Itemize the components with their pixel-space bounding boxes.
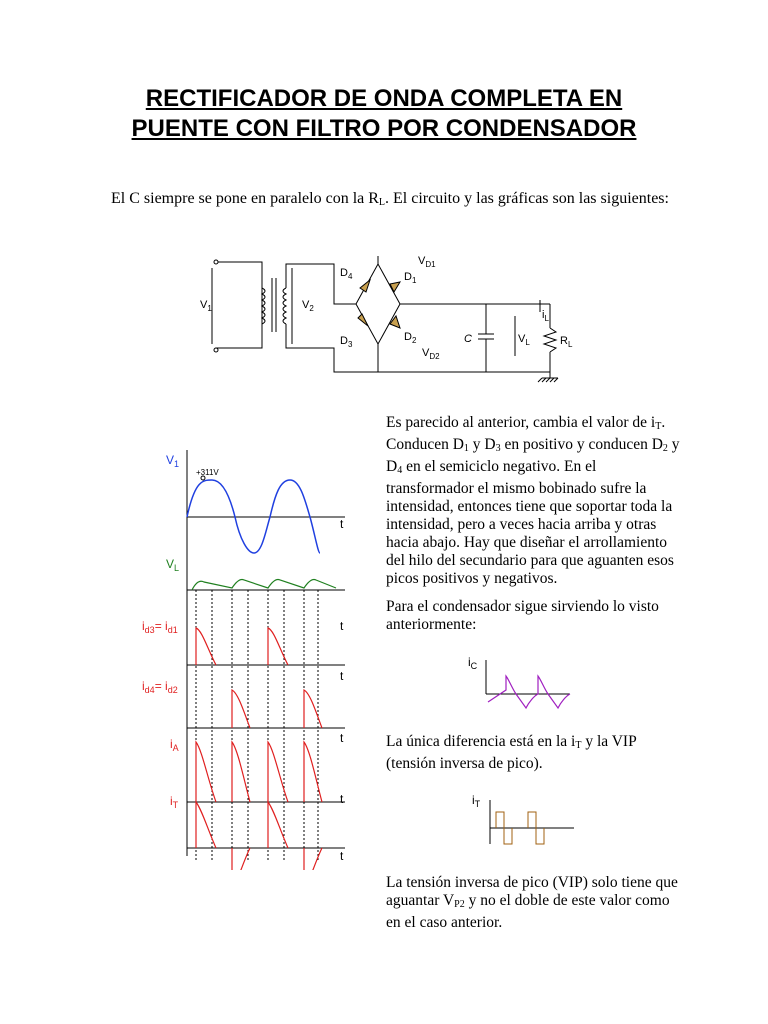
- label-vl-wave: $V_L$: [166, 557, 180, 573]
- title-line-1: RECTIFICADOR DE ONDA COMPLETA EN: [145, 85, 623, 112]
- it-waveform: [470, 792, 580, 856]
- label-vd1: $V_{D1}$: [418, 255, 436, 269]
- label-it: $i_T$: [170, 794, 179, 810]
- label-d2: $D_2$: [404, 331, 417, 345]
- intro-paragraph: [111, 189, 671, 213]
- title-line-2: PUENTE CON FILTRO POR CONDENSADOR: [131, 115, 637, 142]
- bridge-rectifier-circuit: [190, 248, 590, 388]
- paragraph-2: Para el condensador sigue sirviendo lo visto anteriormente:: [386, 598, 659, 633]
- label-c: C: [464, 333, 472, 345]
- t-axis-1: t: [340, 517, 344, 531]
- label-ic: $i_C$: [468, 655, 478, 671]
- label-id3-id1: $i_{d3}= i_{d1}$: [142, 619, 178, 635]
- page-title: [0, 84, 768, 144]
- paragraph-4: La tensión inversa de pico (VIP) solo tiene que aguantar $V_{P2}$ y no el doble de este valor como en el caso anterior.: [386, 874, 678, 931]
- peak-label: +311V: [196, 468, 219, 477]
- label-id4-id2: $i_{d4}= i_{d2}$: [142, 679, 178, 695]
- t-axis-3: t: [340, 669, 344, 683]
- intro-text: El C siempre se pone en paralelo con la R: [111, 190, 379, 207]
- label-vd2: $V_{D2}$: [422, 347, 440, 361]
- label-v1-wave: $V_1$: [166, 453, 180, 469]
- intro-subscript: L: [378, 197, 386, 208]
- label-d4: $D_4$: [340, 267, 353, 281]
- t-axis-2: t: [340, 619, 344, 633]
- t-axis-4: t: [340, 731, 344, 745]
- ic-waveform: [466, 650, 576, 720]
- intro-text-2: . El circuito y las gráficas son las siguientes:: [385, 190, 669, 207]
- paragraph-3: La única diferencia está en la $i_T$ y la VIP (tensión inversa de pico).: [386, 733, 637, 772]
- label-rl: $R_L$: [560, 335, 573, 349]
- label-vl: $V_L$: [518, 333, 530, 347]
- label-il: $i_L$: [542, 309, 549, 323]
- waveforms-diagram: [140, 450, 360, 870]
- paragraph-1: Es parecido al anterior, cambia el valor de $i_T$. Conducen $D_1$ y $D_3$ en positivo y conducen $D_2$ y $D_4$ en el semiciclo negativo. En el transformador el mismo bobinado sufre la intensidad, entonces tiene que soportar toda la intensidad, pero a veces hacia arriba y otras hacia abajo. Hay que diseñar el arrollamiento del hilo del secundario para que aguanten esos picos positivos y negativos.: [386, 414, 680, 587]
- label-ia: $i_A$: [170, 737, 179, 753]
- label-d3: $D_3$: [340, 335, 353, 349]
- t-axis-5: t: [340, 792, 344, 806]
- label-d1: $D_1$: [404, 271, 417, 285]
- t-axis-6: t: [340, 849, 344, 863]
- vl-waveform: [192, 579, 336, 590]
- label-it-small: $i_T$: [472, 793, 481, 809]
- label-v1: $V_1$: [200, 299, 212, 313]
- label-v2: $V_2$: [302, 299, 314, 313]
